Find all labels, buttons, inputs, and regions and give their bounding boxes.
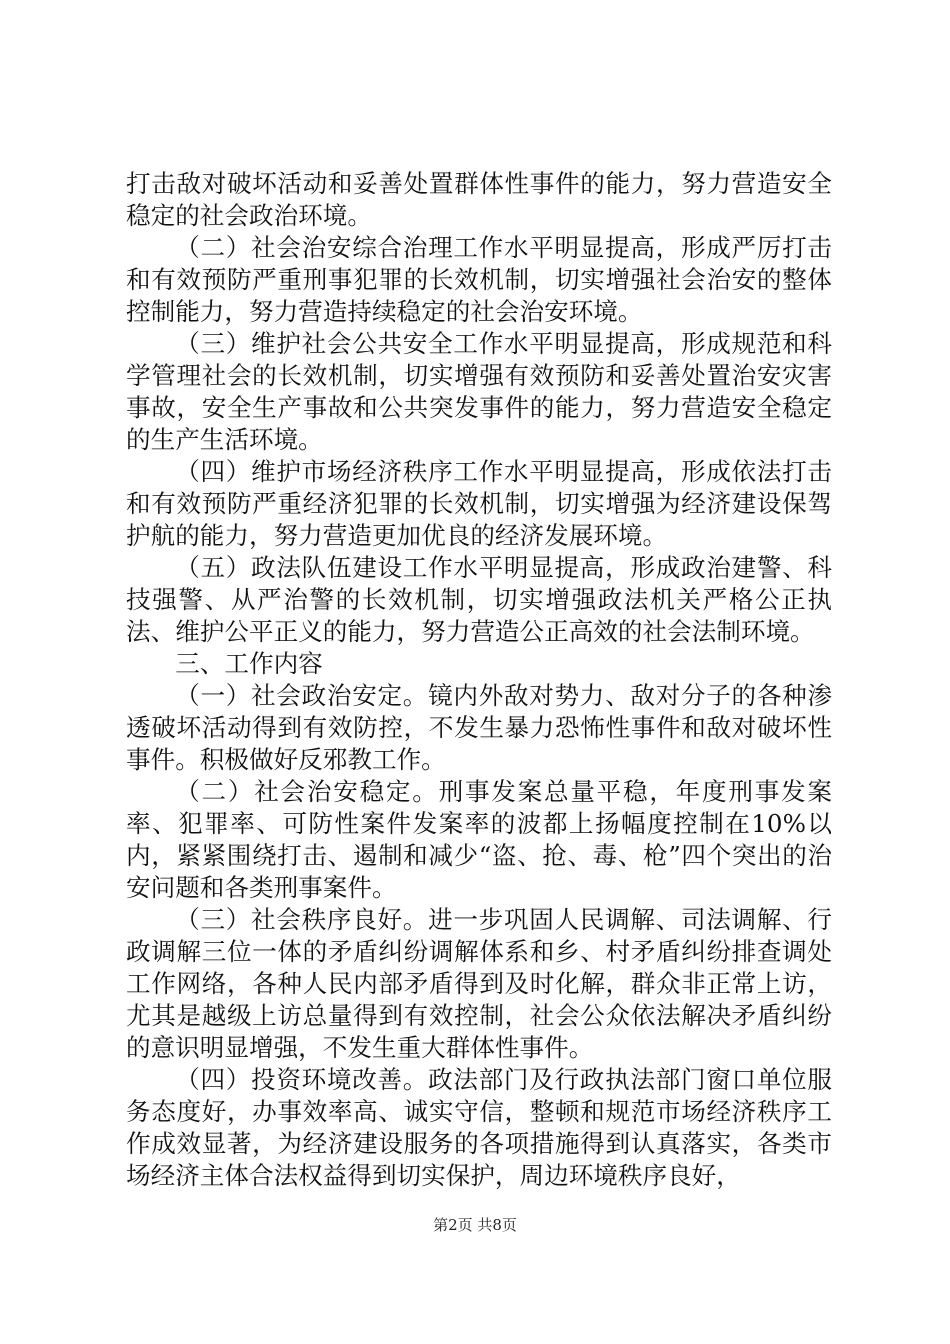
paragraph: （一）社会政治安定。镜内外敌对势力、敌对分子的各种渗透破坏活动得到有效防控，不发生暴力恐怖性事件和敌对破坏性事件。积极做好反邪教工作。 xyxy=(126,681,832,774)
paragraph: （二）社会治安稳定。刑事发案总量平稳，年度刑事发案率、犯罪率、可防性案件发案率的波都上扬幅度控制在10%以内，紧紧围绕打击、遏制和减少“盗、抢、毒、枪”四个突出的治安问题和各类刑事案件。 xyxy=(126,777,832,902)
paragraph: （三）维护社会公共安全工作水平明显提高，形成规范和科学管理社会的长效机制，切实增强有效预防和妥善处置治安灾害事故，安全生产事故和公共突发事件的能力，努力营造安全稳定的生产生活环境。 xyxy=(126,329,832,454)
paragraph: （五）政法队伍建设工作水平明显提高，形成政治建警、科技强警、从严治警的长效机制，切实增强政法机关严格公正执法、维护公平正义的能力，努力营造公正高效的社会法制环境。 xyxy=(126,553,832,646)
paragraph: 打击敌对破坏活动和妥善处置群体性事件的能力，努力营造安全稳定的社会政治环境。 xyxy=(126,169,832,230)
paragraph: （四）维护市场经济秩序工作水平明显提高，形成依法打击和有效预防严重经济犯罪的长效机制，切实增强为经济建设保驾护航的能力，努力营造更加优良的经济发展环境。 xyxy=(126,457,832,550)
page-number-footer: 第2页 共8页 xyxy=(433,1216,517,1234)
document-body xyxy=(126,168,832,1192)
paragraph: （四）投资环境改善。政法部门及行政执法部门窗口单位服务态度好，办事效率高、诚实守信，整顿和规范市场经济秩序工作成效显著，为经济建设服务的各项措施得到认真落实，各类市场经济主体合法权益得到切实保护，周边环境秩序良好， xyxy=(126,1065,832,1190)
paragraph: （三）社会秩序良好。进一步巩固人民调解、司法调解、行政调解三位一体的矛盾纠纷调解体系和乡、村矛盾纠纷排查调处工作网络，各种人民内部矛盾得到及时化解，群众非正常上访，尤其是越级上访总量得到有效控制，社会公众依法解决矛盾纠纷的意识明显增强，不发生重大群体性事件。 xyxy=(126,905,832,1062)
paragraph: （二）社会治安综合治理工作水平明显提高，形成严厉打击和有效预防严重刑事犯罪的长效机制，切实增强社会治安的整体控制能力，努力营造持续稳定的社会治安环境。 xyxy=(126,233,832,326)
section-heading: 三、工作内容 xyxy=(175,649,323,678)
